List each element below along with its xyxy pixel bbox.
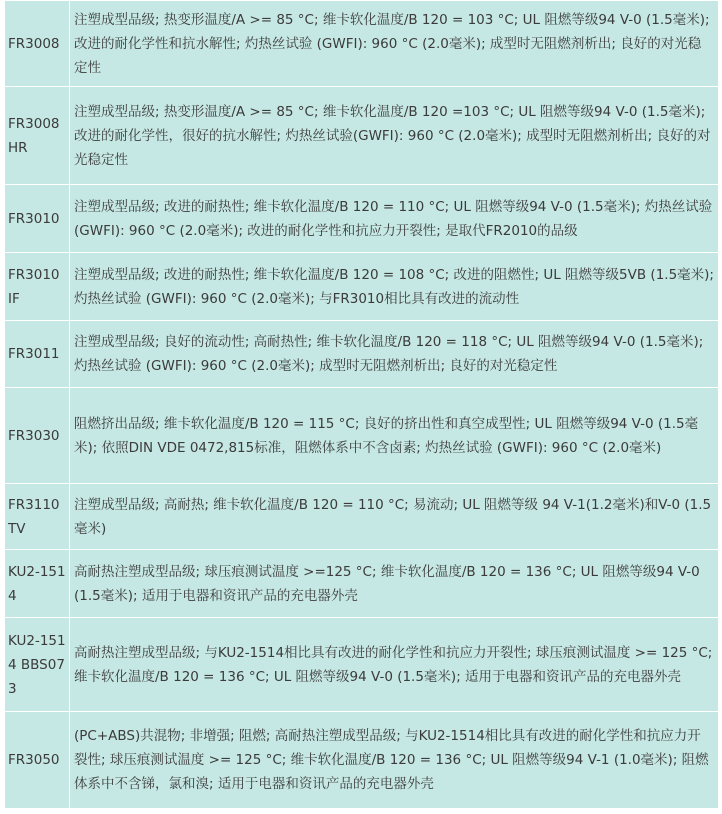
- grade-code-cell: FR3010 IF: [5, 253, 70, 321]
- table-row: [5, 618, 719, 712]
- grade-code-cell: KU2-1514 BBS073: [5, 618, 70, 712]
- grade-description-cell: 注塑成型品级; 良好的流动性; 高耐热性; 维卡软化温度/B 120 = 118 °C; UL 阻燃等级94 V-0 (1.5毫米); 灼热丝试验 (GWFI): 960 °C (2.0毫米); 成型时无阻燃剂析出; 良好的对光稳定性: [70, 321, 719, 388]
- grade-description-cell: 注塑成型品级; 改进的耐热性; 维卡软化温度/B 120 = 108 °C; 改进的阻燃性; UL 阻燃等级5VB (1.5毫米); 灼热丝试验 (GWFI): 960 °C (2.0毫米); 与FR3010相比具有改进的流动性: [70, 253, 719, 321]
- grade-code-cell: FR3011: [5, 321, 70, 388]
- grade-description-cell: 注塑成型品级; 热变形温度/A >= 85 °C; 维卡软化温度/B 120 =103 °C; UL 阻燃等级94 V-0 (1.5毫米); 改进的耐化学性，很好的抗水解性; 灼热丝试验(GWFI): 960 °C (2.0毫米); 成型时无阻燃剂析出; 良好的对光稳定性: [70, 87, 719, 185]
- table-row: [5, 1, 719, 87]
- grade-code-cell: KU2-1514: [5, 550, 70, 618]
- product-grade-table: [4, 0, 719, 809]
- grade-code-cell: FR3008 HR: [5, 87, 70, 185]
- table-row: [5, 484, 719, 550]
- grade-code-cell: FR3110 TV: [5, 484, 70, 550]
- table-row: [5, 87, 719, 185]
- grade-code-cell: FR3010: [5, 185, 70, 253]
- grade-code-cell: FR3030: [5, 388, 70, 484]
- table-row: [5, 185, 719, 253]
- grade-description-cell: 注塑成型品级; 改进的耐热性; 维卡软化温度/B 120 = 110 °C; UL 阻燃等级94 V-0 (1.5毫米); 灼热丝试验 (GWFI): 960 °C (2.0毫米); 改进的耐化学性和抗应力开裂性; 是取代FR2010的品级: [70, 185, 719, 253]
- grade-description-cell: (PC+ABS)共混物; 非增强; 阻燃; 高耐热注塑成型品级; 与KU2-1514相比具有改进的耐化学性和抗应力开裂性; 球压痕测试温度 >= 125 °C; 维卡软化温度/B 120 = 136 °C; UL 阻燃等级94 V-1 (1.0毫米); 阻燃体系中不含锑，氯和溴; 适用于电器和资讯产品的充电器外壳: [70, 712, 719, 809]
- table-row: [5, 253, 719, 321]
- table-row: [5, 321, 719, 388]
- table-row: [5, 388, 719, 484]
- table-row: [5, 712, 719, 809]
- grade-description-cell: 注塑成型品级; 热变形温度/A >= 85 °C; 维卡软化温度/B 120 = 103 °C; UL 阻燃等级94 V-0 (1.5毫米); 改进的耐化学性和抗水解性; 灼热丝试验 (GWFI): 960 °C (2.0毫米); 成型时无阻燃剂析出; 良好的对光稳定性: [70, 1, 719, 87]
- grade-description-cell: 阻燃挤出品级; 维卡软化温度/B 120 = 115 °C; 良好的挤出性和真空成型性; UL 阻燃等级94 V-0 (1.5毫米); 依照DIN VDE 0472,815标准，阻燃体系中不含卤素; 灼热丝试验 (GWFI): 960 °C (2.0毫米): [70, 388, 719, 484]
- table-row: [5, 550, 719, 618]
- grade-code-cell: FR3008: [5, 1, 70, 87]
- grade-description-cell: 高耐热注塑成型品级; 与KU2-1514相比具有改进的耐化学性和抗应力开裂性; 球压痕测试温度 >= 125 °C; 维卡软化温度/B 120 = 136 °C; UL 阻燃等级94 V-0 (1.5毫米); 适用于电器和资讯产品的充电器外壳: [70, 618, 719, 712]
- grade-description-cell: 高耐热注塑成型品级; 球压痕测试温度 >=125 °C; 维卡软化温度/B 120 = 136 °C; UL 阻燃等级94 V-0 (1.5毫米); 适用于电器和资讯产品的充电器外壳: [70, 550, 719, 618]
- grade-code-cell: FR3050: [5, 712, 70, 809]
- grade-description-cell: 注塑成型品级; 高耐热; 维卡软化温度/B 120 = 110 °C; 易流动; UL 阻燃等级 94 V-1(1.2毫米)和V-0 (1.5毫米): [70, 484, 719, 550]
